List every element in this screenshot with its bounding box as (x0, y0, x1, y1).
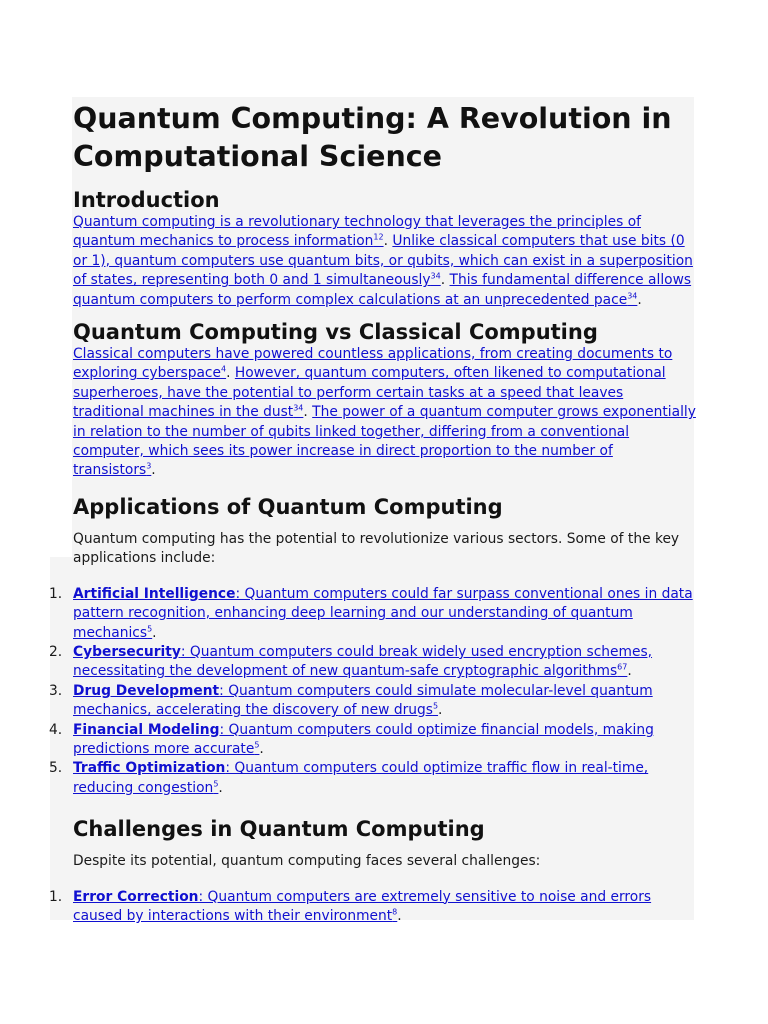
challenge-link-error-correction[interactable]: Error Correction: Quantum computers are extremely sensitive to noise and errors caused by interactions with their environment$^8$ (73, 888, 652, 924)
intro-link-2[interactable]: Unlike classical computers that use bits (0 or 1), quantum computers use quantum bits, or qubits, which can exist in a superposition of states, representing both 0 and 1 simultaneously$^{34}$ (73, 233, 693, 289)
application-link-financial-modeling[interactable]: Financial Modeling: Quantum computers could optimize financial models, making predictions more accurate$^5$ (73, 721, 654, 757)
list-item: 1. Error Correction: Quantum computers are extremely sensitive to noise and errors caused by interactions with their environment$^8$. (49, 888, 652, 924)
applications-lead: Quantum computing has the potential to revolutionize various sectors. Some of the key applications include: (73, 530, 680, 567)
section-heading-applications: Applications of Quantum Computing (73, 494, 503, 519)
section-heading-introduction: Introduction (73, 188, 220, 212)
application-link-cybersecurity[interactable]: Cybersecurity: Quantum computers could break widely used encryption schemes, necessitating the development of new quantum-safe cryptographic algorithms$^{67}$ (73, 643, 653, 680)
vs-link-3[interactable]: The power of a quantum computer grows exponentially in relation to the number of qubits linked together, differing from a conventional computer, which sees its power increase in direct proportion to the number of transistors$^3$ (73, 404, 696, 479)
list-item: 1. Artificial Intelligence: Quantum computers could far surpass conventional ones in data pattern recognition, enhancing deep learning and our understanding of quantum mechanics$^5$. (49, 585, 693, 641)
challenges-list (49, 888, 698, 927)
vs-paragraph: Classical computers have powered countless applications, from creating documents to exploring cyberspace$^4$. However, quantum computers, often likened to computational superheroes, have the potential to perform certain tasks at a speed that leaves traditional machines in the dust$^{34}$. The power of a quantum computer grows exponentially in relation to the number of qubits linked together, differing from a conventional computer, which sees its power increase in direct proportion to the number of transistors$^3$. (73, 346, 696, 479)
intro-link-1[interactable]: Quantum computing is a revolutionary technology that leverages the principles of quantum mechanics to process information$^{12}$ (73, 214, 642, 250)
document-body (49, 100, 698, 926)
application-link-traffic-optimization[interactable]: Traffic Optimization: Quantum computers could optimize traffic flow in real-time, reducing congestion$^5$ (73, 760, 649, 796)
document-title: Quantum Computing: A Revolution in Computational Science (73, 102, 672, 173)
challenges-lead: Despite its potential, quantum computing faces several challenges: (73, 853, 541, 870)
list-item: 4. Financial Modeling: Quantum computers could optimize financial models, making predictions more accurate$^5$. (49, 721, 654, 757)
vs-link-1[interactable]: Classical computers have powered countless applications, from creating documents to exploring cyberspace$^4$ (73, 346, 673, 382)
left-margin-strip (50, 97, 72, 557)
list-item: 5. Traffic Optimization: Quantum computers could optimize traffic flow in real-time, reducing congestion$^5$. (49, 760, 649, 796)
application-link-drug-development[interactable]: Drug Development: Quantum computers could simulate molecular-level quantum mechanics, accelerating the discovery of new drugs$^5$ (73, 682, 653, 719)
applications-list (49, 585, 698, 798)
section-heading-challenges: Challenges in Quantum Computing (73, 817, 485, 842)
list-item: 3. Drug Development: Quantum computers could simulate molecular-level quantum mechanics, accelerating the discovery of new drugs$^5$. (49, 682, 653, 719)
introduction-paragraph: Quantum computing is a revolutionary technology that leverages the principles of quantum mechanics to process information$^{12}$. Unlike classical computers that use bits (0 or 1), quantum computers use quantum bits, or qubits, which can exist in a superposition of states, representing both 0 and 1 simultaneously$^{34}$. This fundamental difference allows quantum computers to perform complex calculations at an unprecedented pace$^{34}$. (73, 214, 693, 308)
application-link-ai[interactable]: Artificial Intelligence: Quantum computers could far surpass conventional ones in data pattern recognition, enhancing deep learning and our understanding of quantum mechanics$^5$ (73, 585, 693, 641)
vs-link-2[interactable]: However, quantum computers, often likened to computational superheroes, have the potential to perform certain tasks at a speed that leaves traditional machines in the dust$^{34}$ (73, 365, 666, 421)
list-item: 2. Cybersecurity: Quantum computers could break widely used encryption schemes, necessitating the development of new quantum-safe cryptographic algorithms$^{67}$. (49, 643, 653, 680)
intro-link-3[interactable]: This fundamental difference allows quantum computers to perform complex calculations at an unprecedented pace$^{34}$ (73, 272, 692, 308)
section-heading-vs: Quantum Computing vs Classical Computing (73, 320, 598, 345)
